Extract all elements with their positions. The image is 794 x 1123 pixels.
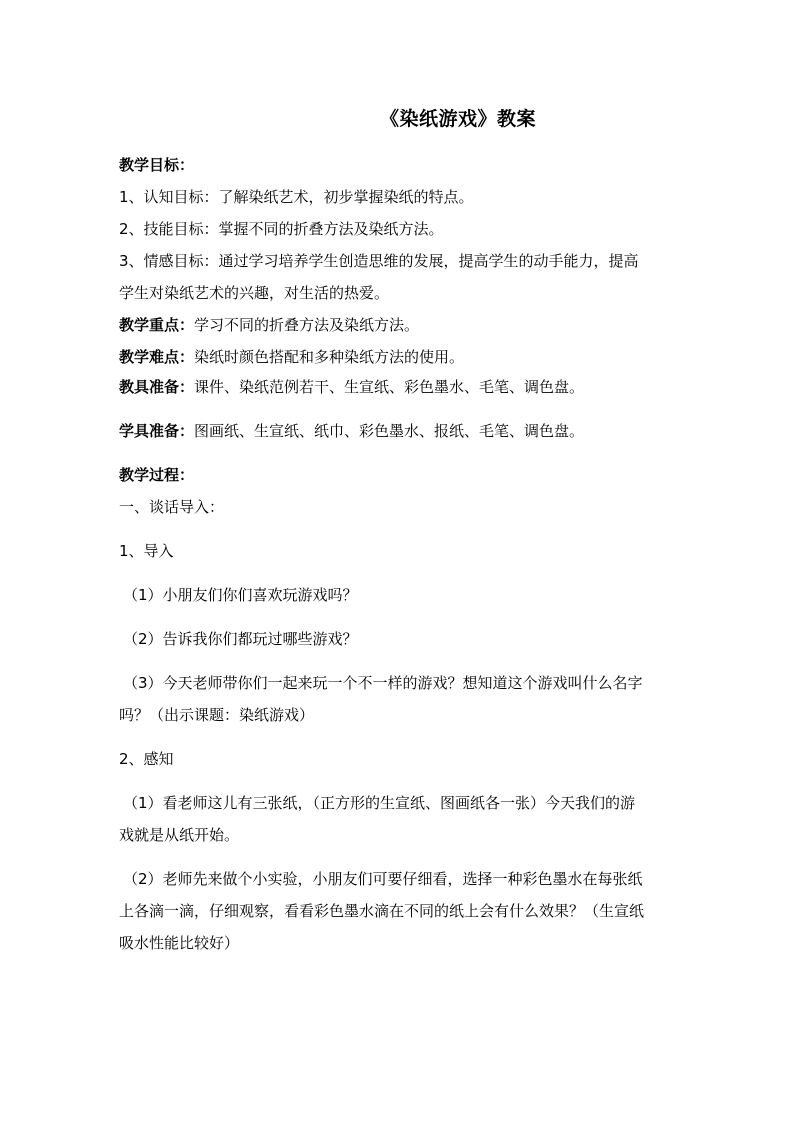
student-tools-text: 图画纸、生宣纸、纸巾、彩色墨水、报纸、毛笔、调色盘。 [194, 422, 585, 440]
process-sub2: 2、感知 [119, 750, 174, 768]
objective-skill: 2、技能目标：掌握不同的折叠方法及染纸方法。 [119, 220, 444, 238]
objective-emotion-line1: 3、情感目标：通过学习培养学生创造思维的发展，提高学生的动手能力，提高 [119, 252, 639, 270]
objective-cognitive: 1、认知目标：了解染纸艺术，初步掌握染纸的特点。 [119, 188, 474, 206]
process-perceive2-line1: （2）老师先来做个小实验，小朋友们可要仔细看，选择一种彩色墨水在每张纸 [123, 870, 643, 888]
objective-emotion-line2: 学生对染纸艺术的兴趣，对生活的热爱。 [119, 284, 390, 302]
student-tools [119, 421, 679, 441]
process-heading: 教学过程： [119, 466, 195, 484]
teacher-tools-label: 教具准备： [119, 378, 195, 396]
difficulty-text: 染纸时颜色搭配和多种染纸方法的使用。 [194, 348, 465, 366]
objectives-heading: 教学目标： [119, 156, 195, 174]
process-question1: （1）小朋友们你们喜欢玩游戏吗？ [123, 586, 358, 604]
teacher-tools-text: 课件、染纸范例若干、生宣纸、彩色墨水、毛笔、调色盘。 [194, 378, 585, 396]
process-perceive2-line2: 上各滴一滴，仔细观察，看看彩色墨水滴在不同的纸上会有什么效果？（生宣纸 [119, 902, 645, 920]
process-perceive1-line1: （1）看老师这儿有三张纸，（正方形的生宣纸、图画纸各一张）今天我们的游 [123, 794, 636, 812]
key-point [119, 315, 679, 335]
process-question3-line1: （3）今天老师带你们一起来玩一个不一样的游戏？想知道这个游戏叫什么名字 [123, 674, 643, 692]
difficulty [119, 347, 679, 367]
teacher-tools [119, 377, 679, 397]
difficulty-label: 教学难点： [119, 348, 195, 366]
student-tools-label: 学具准备： [119, 422, 195, 440]
process-part1: 一、谈话导入： [119, 498, 225, 516]
process-question3-line2: 吗？（出示课题：染纸游戏） [119, 706, 315, 724]
key-point-label: 教学重点： [119, 316, 195, 334]
process-perceive2-line3: 吸水性能比较好） [119, 934, 240, 952]
process-perceive1-line2: 戏就是从纸开始。 [119, 826, 240, 844]
document-title: 《染纸游戏》教案 [380, 108, 537, 130]
process-sub1: 1、导入 [119, 542, 174, 560]
key-point-text: 学习不同的折叠方法及染纸方法。 [194, 316, 420, 334]
process-question2: （2）告诉我你们都玩过哪些游戏？ [123, 630, 358, 648]
